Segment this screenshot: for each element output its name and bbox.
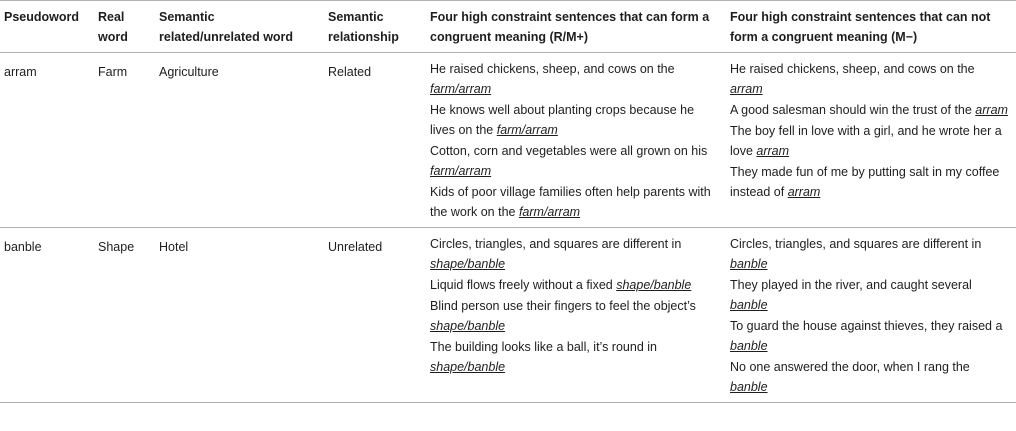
cell-semantic-word: Agriculture [159,65,219,79]
sentence: They played in the river, and caught several banble [730,278,972,312]
cell-congruent-sentences [426,53,726,228]
target-word: arram [756,144,790,158]
sentence: Blind person use their fingers to feel the object’s shape/banble [430,299,696,333]
target-word: farm/arram [496,123,558,137]
target-word: shape/banble [430,319,506,333]
target-word: banble [730,257,768,271]
cell-relationship: Unrelated [328,240,383,254]
sentence: Liquid flows freely without a fixed shape/banble [430,278,692,292]
target-word: farm/arram [430,164,492,178]
sentence: Circles, triangles, and squares are different in banble [730,237,982,271]
sentence: He raised chickens, sheep, and cows on the arram [730,62,975,96]
sentence: Kids of poor village families often help parents with the work on the farm/arram [430,185,711,219]
cell-incongruent-sentences [726,228,1016,403]
target-word: banble [730,380,768,394]
cell-semantic-word: Hotel [159,240,189,254]
sentence: A good salesman should win the trust of the arram [730,103,1008,117]
header-real-word: Real word [98,10,128,44]
header-semantic-word: Semantic related/unrelated word [159,10,294,44]
table-row [0,53,1016,228]
sentence: They made fun of me by putting salt in my coffee instead of arram [730,165,1000,199]
target-word: arram [730,82,763,96]
table-row [0,228,1016,403]
cell-relationship: Related [328,65,372,79]
target-word: farm/arram [430,82,492,96]
sentence: Cotton, corn and vegetables were all grown on his farm/arram [430,144,708,178]
target-word: arram [787,185,821,199]
target-word: shape/banble [430,360,506,374]
cell-incongruent-sentences [726,53,1016,228]
cell-real-word: Shape [98,240,135,254]
header-pseudoword: Pseudoword [4,10,80,24]
sentence: The boy fell in love with a girl, and he wrote her a love arram [730,124,1002,158]
target-word: banble [730,339,768,353]
sentence: He knows well about planting crops because he lives on the farm/arram [430,103,695,137]
target-word: banble [730,298,768,312]
sentence: To guard the house against thieves, they raised a banble [730,319,1003,353]
target-word: shape/banble [430,257,506,271]
header-incongruent: Four high constraint sentences that can not form a congruent meaning (M−) [730,10,991,44]
cell-pseudoword: arram [4,65,37,79]
sentence: Circles, triangles, and squares are different in shape/banble [430,237,682,271]
sentence: He raised chickens, sheep, and cows on the farm/arram [430,62,675,96]
header-congruent: Four high constraint sentences that can form a congruent meaning (R/M+) [430,10,710,44]
sentence: The building looks like a ball, it’s round in shape/banble [430,340,657,374]
sentence: No one answered the door, when I rang the banble [730,360,970,394]
cell-congruent-sentences [426,228,726,403]
table-header-row [0,1,1016,53]
cell-pseudoword: banble [4,240,42,254]
cell-real-word: Farm [98,65,128,79]
target-word: shape/banble [616,278,692,292]
target-word: farm/arram [518,205,581,219]
header-relationship: Semantic relationship [328,10,399,44]
target-word: arram [975,103,1008,117]
